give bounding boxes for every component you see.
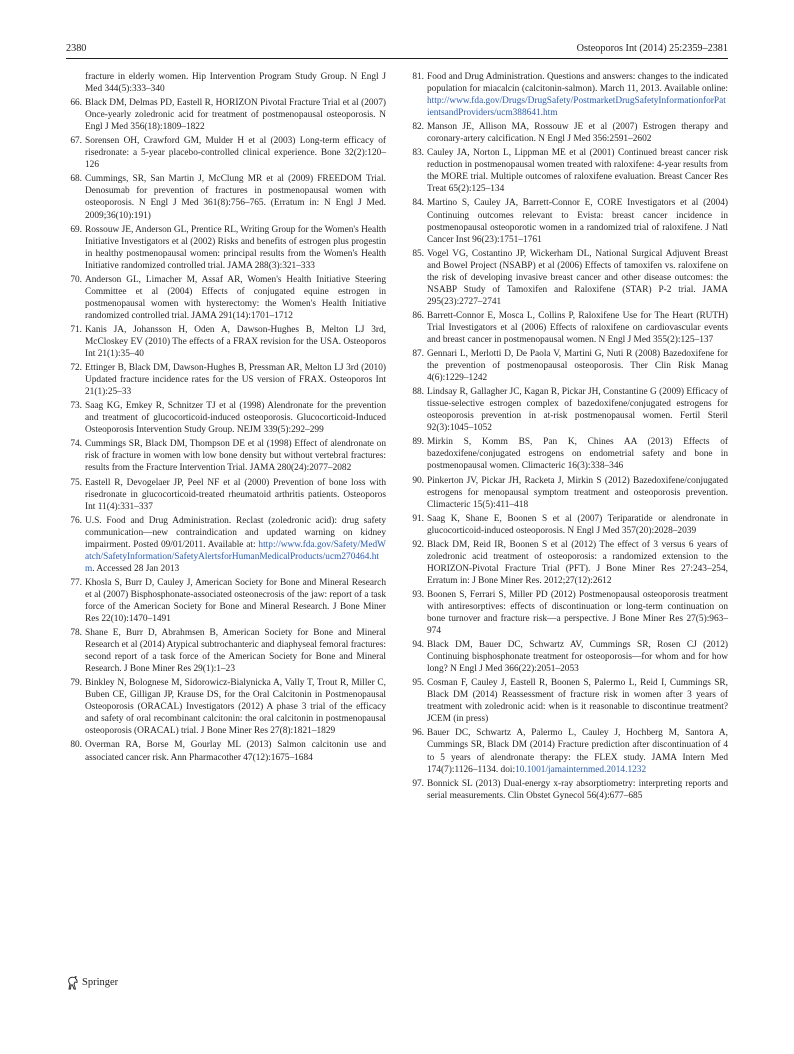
reference-text: Mirkin S, Komm BS, Pan K, Chines AA (2013) Effects of bazedoxifene/conjugated estrogens on endometrial safety and bone in postmenopausal women. Climacteric 16(3):338–346 bbox=[427, 437, 728, 472]
reference-number: 68. bbox=[70, 174, 82, 185]
reference-item bbox=[408, 539, 728, 587]
reference-item bbox=[66, 739, 386, 763]
reference-item bbox=[66, 224, 386, 272]
reference-number: 85. bbox=[412, 248, 424, 259]
references-column-right bbox=[408, 71, 728, 804]
reference-number: 67. bbox=[70, 136, 82, 147]
journal-reference: Osteoporos Int (2014) 25:2359–2381 bbox=[576, 43, 728, 54]
reference-text: Kanis JA, Johansson H, Oden A, Dawson-Hughes B, Melton LJ 3rd, McCloskey EV (2010) The effects of a FRAX revision for the USA. Osteoporos Int 21(1):35–40 bbox=[85, 324, 386, 360]
reference-number: 73. bbox=[70, 401, 82, 412]
reference-text: Saag KG, Emkey R, Schnitzer TJ et al (1998) Alendronate for the prevention and treatment of glucocorticoid-induced osteoporosis. Glucocorticoid-Induced Osteoporosis Intervention Study Group. NEJM 339(5):292–299 bbox=[85, 401, 386, 436]
reference-text: Gennari L, Merlotti D, De Paola V, Martini G, Nuti R (2008) Bazedoxifene for the prevention of postmenopausal osteoporosis. Ther Clin Risk Manag 4(6):1229–1242 bbox=[427, 349, 728, 384]
page-footer bbox=[66, 976, 118, 990]
reference-number: 80. bbox=[70, 740, 82, 751]
reference-item bbox=[408, 197, 728, 245]
reference-number: 70. bbox=[70, 274, 82, 285]
reference-number: 71. bbox=[70, 324, 82, 335]
reference-item bbox=[66, 515, 386, 575]
reference-text: Binkley N, Bolognese M, Sidorowicz-Bialynicka A, Vally T, Trout R, Miller C, Buben CE, Gilligan JP, Krause DS, for the Oral Calcitonin in Postmenopausal Osteoporosis (ORACAL) Investigators (2012) A phase 3 trial of the efficacy and safety of oral recombinant calcitonin: the oral calcitonin in postmenopausal osteoporosis (ORACAL) trial. J Bone Miner Res 27(8):1821–1829 bbox=[85, 678, 386, 737]
reference-item bbox=[66, 135, 386, 171]
reference-item bbox=[66, 71, 386, 95]
reference-item bbox=[408, 436, 728, 472]
reference-item bbox=[66, 577, 386, 625]
reference-number: 92. bbox=[412, 539, 424, 550]
reference-item bbox=[66, 173, 386, 221]
reference-item bbox=[66, 274, 386, 322]
reference-text: Black DM, Reid IR, Boonen S et al (2012) The effect of 3 versus 6 years of zoledronic acid treatment of osteoporosis: a randomized extension to the HORIZON-Pivotal Fracture Trial (PFT). J Bone Miner Res 27:243–254, Erratum in: J Bone Miner Res. 2012;27(12):2612 bbox=[427, 539, 728, 586]
references-column-left bbox=[66, 71, 386, 766]
page-number: 2380 bbox=[66, 43, 87, 54]
reference-text: U.S. Food and Drug Administration. Reclast (zoledronic acid): drug safety communication—new contraindication and updated warning on kidney impairment. Posted 09/01/2011. Available at: bbox=[85, 515, 386, 550]
reference-text: Martino S, Cauley JA, Barrett-Connor E, CORE Investigators et al (2004) Continuing outcomes relevant to Evista: breast cancer incidence in postmenopausal osteoporotic women in a randomized trial of raloxifene. J Natl Cancer Inst 96(23):1751–1761 bbox=[427, 198, 728, 245]
reference-number: 91. bbox=[412, 513, 424, 524]
reference-text: Anderson GL, Limacher M, Assaf AR, Women's Health Initiative Steering Committee et al (2004) Effects of conjugated equine estrogen in postmenopausal women with hysterectomy: the Women's Health Initiative randomized controlled trial. JAMA 291(14):1701–1712 bbox=[85, 274, 386, 321]
reference-number: 90. bbox=[412, 475, 424, 486]
reference-item bbox=[408, 475, 728, 511]
reference-number: 86. bbox=[412, 310, 424, 321]
reference-text: Saag K, Shane E, Boonen S et al (2007) Teriparatide or alendronate in glucocorticoid-induced osteoporosis. N Engl J Med 357(20):2028–2039 bbox=[427, 513, 728, 536]
reference-number: 75. bbox=[70, 477, 82, 488]
reference-text: Pinkerton JV, Pickar JH, Racketa J, Mirkin S (2012) Bazedoxifene/conjugated estrogens for menopausal symptom treatment and osteoporosis prevention. Climacteric 15(5):411–418 bbox=[427, 475, 728, 510]
reference-text: Black DM, Bauer DC, Schwartz AV, Cummings SR, Rosen CJ (2012) Continuing bisphosphonate treatment for osteoporosis—for whom and for how long? N Engl J Med 366(22):2051–2053 bbox=[427, 640, 728, 675]
reference-text: Black DM, Delmas PD, Eastell R, HORIZON Pivotal Fracture Trial et al (2007) Once-yearly zoledronic acid for treatment of postmenopausal osteoporosis. N Engl J Med 356(18):1809–1822 bbox=[85, 98, 386, 133]
reference-text: Boonen S, Ferrari S, Miller PD (2012) Postmenopausal osteoporosis treatment with antiresorptives: effects of discontinuation or long-term continuation on bone turnover and fracture risk—a perspective. J Bone Miner Res 27(5):963–974 bbox=[427, 589, 728, 637]
reference-number: 78. bbox=[70, 628, 82, 639]
reference-text: Lindsay R, Gallagher JC, Kagan R, Pickar JH, Constantine G (2009) Efficacy of tissue-selective estrogen complex of bazedoxifene/conjugated estrogens for osteoporosis prevention in at-risk postmenopausal women. Fertil Steril 92(3):1045–1052 bbox=[427, 387, 728, 434]
reference-item bbox=[66, 324, 386, 360]
reference-text: Shane E, Burr D, Abrahmsen B, American Society for Bone and Mineral Research et al (2014) Atypical subtrochanteric and diaphyseal femoral fractures: second report of a task force of the American Society for Bone and Mineral Research. J Bone Miner Res 29(1):1–23 bbox=[85, 628, 386, 675]
reference-link[interactable]: http://www.fda.gov/Safety/MedWatch/SafetyInformation/SafetyAlertsforHumanMedicalProducts/ucm270464.htm bbox=[85, 539, 386, 574]
header-rule bbox=[66, 58, 728, 59]
publisher-name: Springer bbox=[82, 977, 119, 988]
reference-number: 94. bbox=[412, 640, 424, 651]
reference-item bbox=[66, 362, 386, 398]
reference-item bbox=[66, 627, 386, 675]
reference-number: 88. bbox=[412, 387, 424, 398]
reference-item bbox=[66, 477, 386, 513]
reference-item bbox=[66, 677, 386, 737]
reference-text: Barrett-Connor E, Mosca L, Collins P, Raloxifene Use for The Heart (RUTH) Trial Investigators et al (2006) Effects of raloxifene on cardiovascular events and breast cancer in postmenopausal women. N Engl J Med 355(2):125–137 bbox=[427, 310, 728, 345]
reference-number: 93. bbox=[412, 589, 424, 600]
reference-text: Ettinger B, Black DM, Dawson-Hughes B, Pressman AR, Melton LJ 3rd (2010) Updated fracture incidence rates for the US version of FRAX. Osteoporos Int 21(1):25–33 bbox=[85, 363, 386, 398]
reference-number: 66. bbox=[70, 98, 82, 109]
reference-number: 87. bbox=[412, 349, 424, 360]
reference-link[interactable]: 10.1001/jamainternmed.2014.1232 bbox=[515, 764, 647, 775]
reference-number: 83. bbox=[412, 148, 424, 159]
reference-number: 95. bbox=[412, 678, 424, 689]
reference-number: 81. bbox=[412, 72, 424, 82]
reference-text: Cosman F, Cauley J, Eastell R, Boonen S, Palermo L, Reid I, Cummings SR, Black DM (2014) Reassessment of fracture risk in women after 3 years of treatment with zoledronic acid: when is it reasonable to discontinue treatment? JCEM (in press) bbox=[427, 678, 728, 725]
reference-number: 89. bbox=[412, 437, 424, 448]
reference-item bbox=[408, 727, 728, 775]
reference-text-after-link: . Accessed 28 Jan 2013 bbox=[92, 563, 180, 574]
reference-item bbox=[408, 248, 728, 308]
reference-text: Bonnick SL (2013) Dual-energy x-ray absorptiometry: interpreting reports and serial measurements. Clin Obstet Gynecol 56(4):677–685 bbox=[427, 778, 728, 801]
reference-number: 79. bbox=[70, 678, 82, 689]
reference-item bbox=[408, 778, 728, 802]
reference-text: Bauer DC, Schwartz A, Palermo L, Cauley J, Hochberg M, Santora A, Cummings SR, Black DM (2014) Fracture prediction after discontinuation of 4 to 5 years of alendronate therapy: the FLEX study. JAMA Intern Med 174(7):1126–1134. doi: bbox=[427, 728, 728, 775]
reference-item bbox=[66, 400, 386, 436]
reference-item bbox=[408, 513, 728, 537]
reference-item bbox=[408, 121, 728, 145]
reference-number: 72. bbox=[70, 363, 82, 374]
reference-item bbox=[66, 97, 386, 133]
reference-text: Cummings, SR, San Martin J, McClung MR et al (2009) FREEDOM Trial. Denosumab for prevention of fractures in postmenopausal women with osteoporosis. N Engl J Med 361(8):756–765. (Erratum in: N Engl J Med. 2009;36(10):191) bbox=[85, 174, 386, 221]
reference-number: 69. bbox=[70, 224, 82, 235]
reference-text: Cauley JA, Norton L, Lippman ME et al (2001) Continued breast cancer risk reduction in postmenopausal women treated with raloxifene: 4-year results from the MORE trial. Multiple outcomes of raloxifene evaluation. Breast Cancer Res Treat 65(2):125–134 bbox=[427, 148, 728, 195]
reference-number: 76. bbox=[70, 515, 82, 526]
reference-number: 96. bbox=[412, 728, 424, 739]
reference-number: 74. bbox=[70, 439, 82, 450]
reference-text: Cummings SR, Black DM, Thompson DE et al (1998) Effect of alendronate on risk of fracture in women with low bone density but without vertebral fractures: results from the Fracture Intervention Trial. JAMA 280(24):2077–2082 bbox=[85, 439, 386, 474]
reference-item bbox=[408, 386, 728, 434]
reference-text: Vogel VG, Costantino JP, Wickerham DL, National Surgical Adjuvent Breast and Bowel Project (NSABP) et al (2006) Effects of tamoxifen vs. raloxifene on the risk of developing invasive breast cancer and other disease outcomes: the NSABP Study of Tamoxifen and Raloxifene (STAR) P-2 trial. JAMA 295(23):2727–2741 bbox=[427, 248, 728, 307]
reference-text: Eastell R, Devogelaer JP, Peel NF et al (2000) Prevention of bone loss with risedronate in glucocorticoid-treated rheumatoid arthritis patients. Osteoporos Int 11(4):331–337 bbox=[85, 477, 386, 512]
reference-text: fracture in elderly women. Hip Intervention Program Study Group. N Engl J Med 344(5):333–340 bbox=[85, 72, 386, 95]
reference-text: Rossouw JE, Anderson GL, Prentice RL, Writing Group for the Women's Health Initiative Investigators et al (2002) Risks and benefits of estrogen plus progestin in healthy postmenopausal women: principal results from the Women's Health Initiative randomized controlled trial. JAMA 288(3):321–333 bbox=[85, 224, 386, 271]
reference-link[interactable]: http://www.fda.gov/Drugs/DrugSafety/PostmarketDrugSafetyInformationforPatientsandProviders/ucm388641.htm bbox=[427, 96, 726, 119]
page-header bbox=[66, 42, 728, 56]
reference-number: 97. bbox=[412, 778, 424, 789]
reference-item bbox=[408, 677, 728, 725]
reference-item bbox=[408, 310, 728, 346]
reference-item bbox=[408, 71, 728, 119]
reference-item bbox=[66, 438, 386, 474]
reference-text: Khosla S, Burr D, Cauley J, American Society for Bone and Mineral Research et al (2007) Bisphosphonate-associated osteonecrosis of the jaw: report of a task force of the American Society for Bone and Mineral Research. J Bone Miner Res 22(10):1470–1491 bbox=[85, 577, 386, 625]
reference-number: 84. bbox=[412, 198, 424, 209]
reference-item bbox=[408, 348, 728, 384]
reference-item bbox=[408, 147, 728, 195]
reference-item bbox=[408, 639, 728, 675]
reference-text: Sorensen OH, Crawford GM, Mulder H et al (2003) Long-term efficacy of risedronate: a 5-year placebo-controlled clinical experience. Bone 32(2):120–126 bbox=[85, 136, 386, 171]
reference-text: Food and Drug Administration. Questions and answers: changes to the indicated population for miacalcin (calcitonin-salmon). March 11, 2013. Available online: bbox=[427, 72, 728, 95]
reference-text: Manson JE, Allison MA, Rossouw JE et al (2007) Estrogen therapy and coronary-artery calcification. N Engl J Med 356:2591–2602 bbox=[427, 122, 728, 145]
reference-item bbox=[408, 589, 728, 637]
reference-number: 77. bbox=[70, 577, 82, 588]
reference-number: 82. bbox=[412, 122, 424, 133]
springer-horse-icon bbox=[66, 976, 79, 990]
reference-text: Overman RA, Borse M, Gourlay ML (2013) Salmon calcitonin use and associated cancer risk. Ann Pharmacother 47(12):1675–1684 bbox=[85, 740, 386, 763]
